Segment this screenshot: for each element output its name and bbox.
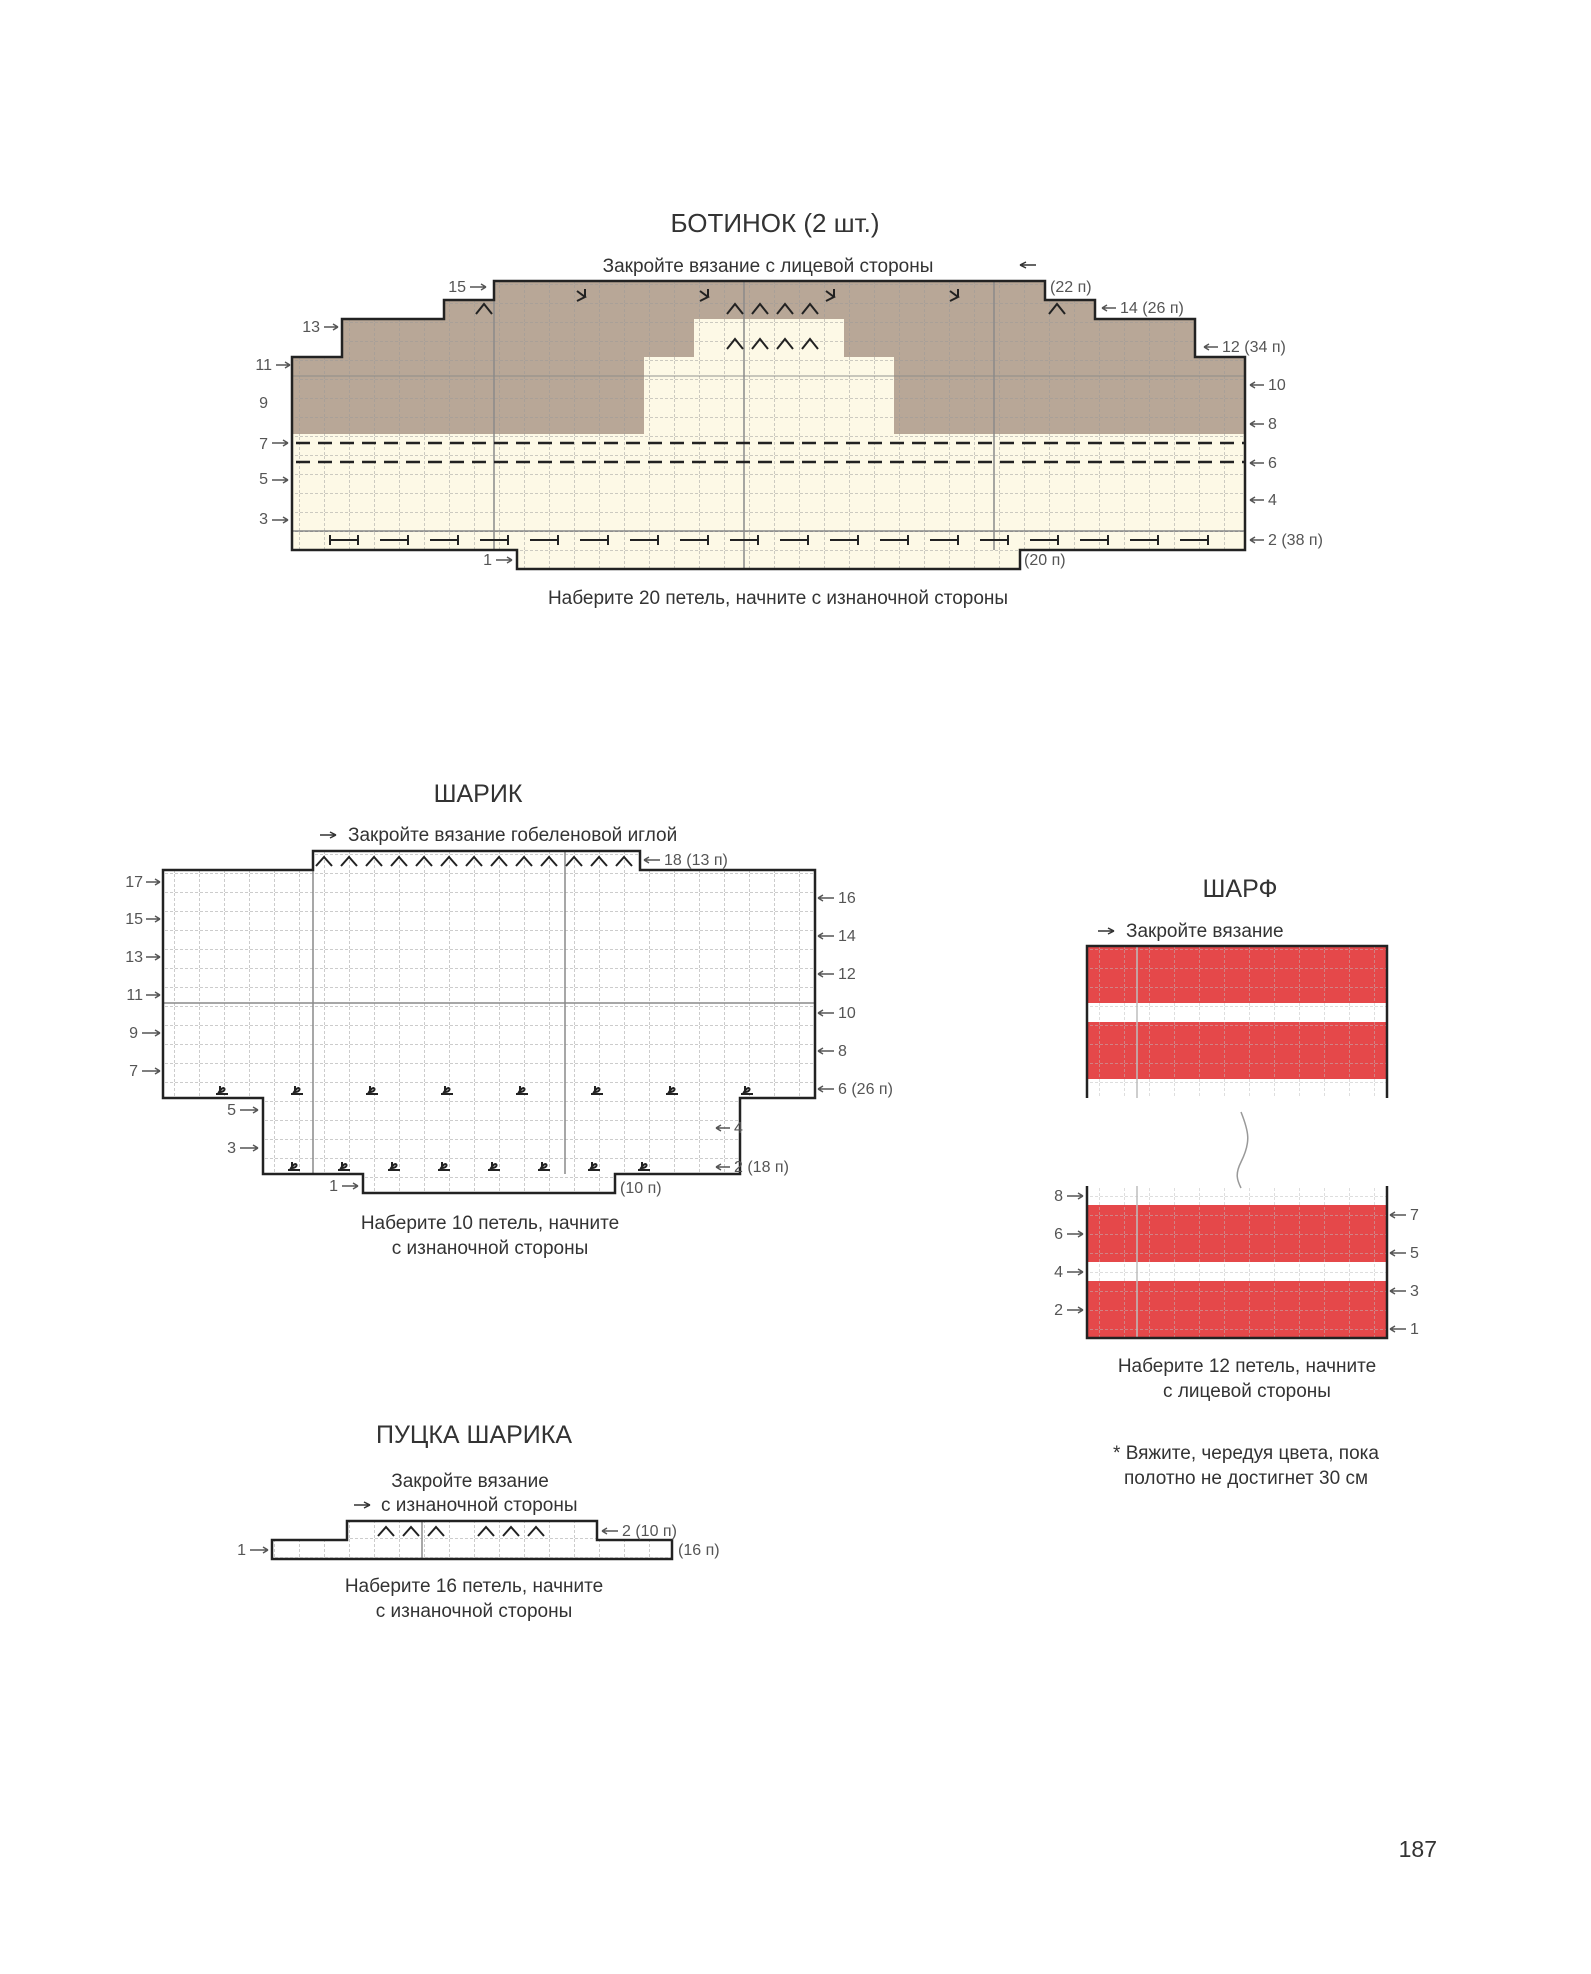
row-label: 3 bbox=[1410, 1283, 1419, 1300]
boot-grid bbox=[292, 281, 1245, 569]
ball-top-note: Закройте вязание гобеленовой иглой bbox=[348, 825, 678, 846]
row-label: 16 bbox=[838, 890, 856, 907]
boot-title: БОТИНОК (2 шт.) bbox=[670, 208, 880, 238]
ball-bottom-note-1: Наберите 10 петель, начните bbox=[360, 1213, 620, 1234]
scarf-top-grid bbox=[1087, 946, 1387, 1098]
row-label: 18 (13 п) bbox=[664, 852, 728, 869]
row-label: 2 (10 п) bbox=[622, 1523, 677, 1540]
row-label: 5 bbox=[1410, 1245, 1419, 1262]
scarf-title: ШАРФ bbox=[1202, 875, 1278, 903]
row-label: 2 (38 п) bbox=[1268, 532, 1323, 549]
row-label: 5 bbox=[259, 471, 268, 488]
row-label: 8 bbox=[1268, 416, 1277, 433]
boot-chart bbox=[255, 208, 1323, 609]
pompom-bottom-note-2: с изнаночной стороны bbox=[375, 1601, 573, 1622]
pompom-chart bbox=[237, 1421, 719, 1622]
row-label: 9 bbox=[259, 395, 268, 412]
row-label: 4 bbox=[1054, 1264, 1063, 1281]
row-label: 2 bbox=[1054, 1302, 1063, 1319]
row-label: 1 bbox=[1410, 1321, 1419, 1338]
arrow-left-icon bbox=[602, 1528, 618, 1534]
row-label: 4 bbox=[1268, 492, 1277, 509]
row-label: 2 (18 п) bbox=[734, 1159, 789, 1176]
stitch-count-label: (16 п) bbox=[678, 1542, 720, 1559]
row-label: 7 bbox=[259, 436, 268, 453]
row-label: 8 bbox=[838, 1043, 847, 1060]
scarf-chart bbox=[1054, 875, 1419, 1489]
arrow-right-icon bbox=[250, 1547, 268, 1553]
scarf-left-arrows bbox=[1067, 1193, 1083, 1313]
row-label: 1 bbox=[483, 552, 492, 569]
row-label: 6 bbox=[1054, 1226, 1063, 1243]
scarf-footnote-1: * Вяжите, чередуя цвета, пока bbox=[1113, 1443, 1379, 1464]
row-label: 5 bbox=[227, 1102, 236, 1119]
arrow-left-icon bbox=[1020, 262, 1036, 268]
boot-bottom-note: Наберите 20 петель, начните с изнаночной стороны bbox=[547, 588, 1009, 609]
row-label: 3 bbox=[259, 511, 268, 528]
stitch-count-label: (22 п) bbox=[1050, 279, 1092, 296]
stitch-count-label: (20 п) bbox=[1024, 552, 1066, 569]
row-label: 11 bbox=[255, 357, 272, 374]
row-label: 6 (26 п) bbox=[838, 1081, 893, 1098]
row-label: 13 bbox=[125, 949, 143, 966]
stitch-count-label: (10 п) bbox=[620, 1180, 662, 1197]
row-label: 1 bbox=[237, 1542, 246, 1559]
arrow-right-icon bbox=[1098, 928, 1114, 934]
pompom-top-note-2: с изнаночной стороны bbox=[381, 1495, 578, 1516]
ball-chart bbox=[125, 780, 893, 1259]
row-label: 15 bbox=[448, 279, 466, 296]
arrow-right-icon bbox=[320, 832, 336, 838]
row-label: 12 (34 п) bbox=[1222, 339, 1286, 356]
scarf-bottom-grid bbox=[1087, 1186, 1387, 1338]
row-label: 14 bbox=[838, 928, 856, 945]
scarf-top-note: Закройте вязание bbox=[1126, 921, 1284, 942]
scarf-right-arrows bbox=[1390, 1212, 1406, 1332]
scarf-footnote-2: полотно не достигнет 30 см bbox=[1123, 1468, 1369, 1489]
arrow-right-icon bbox=[354, 1502, 370, 1508]
pompom-top-note-1: Закройте вязание bbox=[391, 1471, 549, 1492]
boot-top-note: Закройте вязание с лицевой стороны bbox=[602, 256, 934, 277]
row-label: 7 bbox=[1410, 1207, 1419, 1224]
scarf-bottom-note-2: с лицевой стороны bbox=[1163, 1381, 1331, 1402]
row-label: 1 bbox=[329, 1178, 338, 1195]
row-label: 8 bbox=[1054, 1188, 1063, 1205]
row-label: 11 bbox=[126, 987, 143, 1004]
row-label: 3 bbox=[227, 1140, 236, 1157]
pompom-bottom-note-1: Наберите 16 петель, начните bbox=[344, 1576, 604, 1597]
scarf-left-labels bbox=[1054, 1188, 1063, 1319]
row-label: 9 bbox=[129, 1025, 138, 1042]
ball-grid bbox=[163, 851, 815, 1193]
scarf-bottom-note-1: Наберите 12 петель, начните bbox=[1117, 1356, 1377, 1377]
row-label: 13 bbox=[302, 319, 320, 336]
scarf-right-labels bbox=[1410, 1207, 1419, 1338]
row-label: 7 bbox=[129, 1063, 138, 1080]
pompom-title: ПУЦКА ШАРИКА bbox=[376, 1421, 572, 1449]
row-label: 10 bbox=[838, 1005, 856, 1022]
ball-title: ШАРИК bbox=[433, 780, 523, 808]
scarf-continuation-squiggle bbox=[1237, 1112, 1248, 1188]
page-number: 187 bbox=[1398, 1836, 1437, 1862]
row-label: 15 bbox=[125, 911, 143, 928]
row-label: 12 bbox=[838, 966, 856, 983]
row-label: 4 bbox=[734, 1120, 743, 1137]
ball-bottom-note-2: с изнаночной стороны bbox=[391, 1238, 589, 1259]
row-label: 17 bbox=[125, 874, 143, 891]
row-label: 10 bbox=[1268, 377, 1286, 394]
row-label: 6 bbox=[1268, 455, 1277, 472]
row-label: 14 (26 п) bbox=[1120, 300, 1184, 317]
